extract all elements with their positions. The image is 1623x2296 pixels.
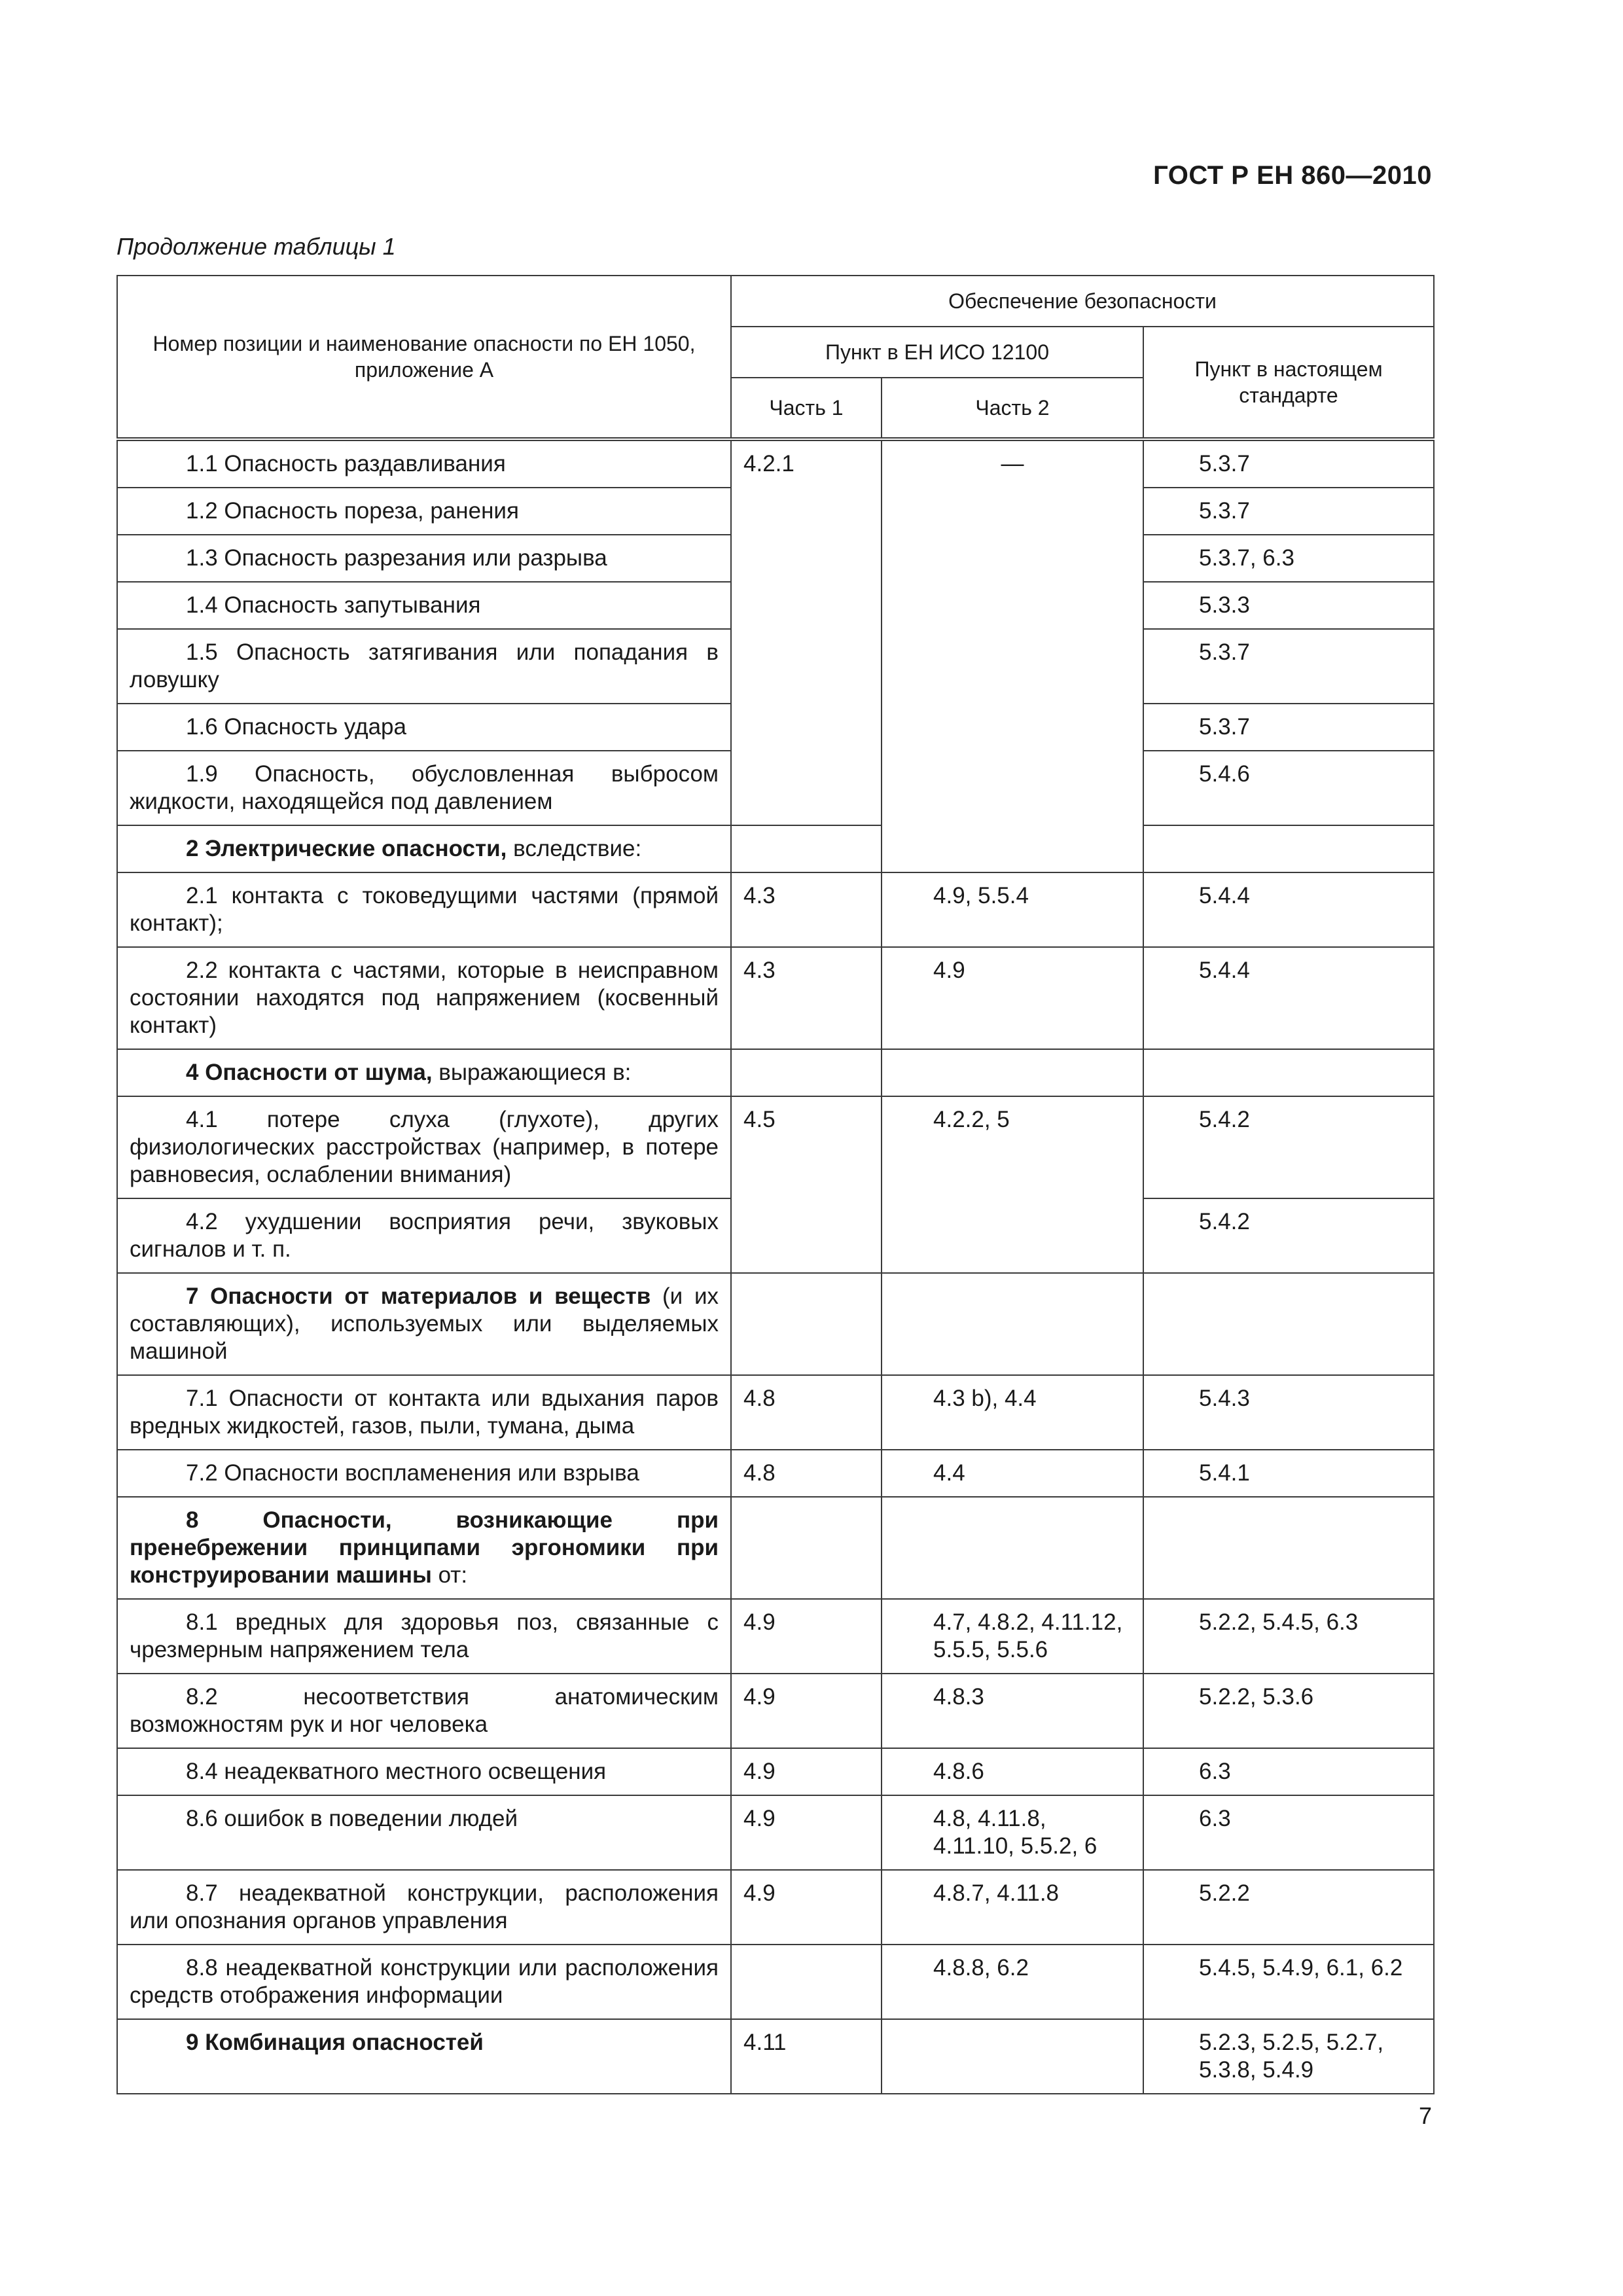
part2-cell: 4.3 b), 4.4 (882, 1375, 1143, 1450)
group-heading-cell: 2 Электрические опасности, вследствие: (117, 825, 731, 872)
part1-cell: 4.3 (731, 872, 882, 947)
standard-cell: 5.3.3 (1143, 582, 1434, 629)
part2-cell: 4.2.2, 5 (882, 1096, 1143, 1273)
standard-cell: 5.2.2, 5.3.6 (1143, 1674, 1434, 1748)
table-row (117, 947, 1434, 1049)
standard-cell: 5.4.2 (1143, 1096, 1434, 1198)
table-row (117, 1674, 1434, 1748)
document-number: ГОСТ Р ЕН 860—2010 (1153, 161, 1432, 190)
part2-cell: 4.9 (882, 947, 1143, 1049)
standard-cell: 5.3.7, 6.3 (1143, 535, 1434, 582)
standard-cell (1143, 1049, 1434, 1096)
group-row (117, 1049, 1434, 1096)
standard-cell: 5.4.4 (1143, 947, 1434, 1049)
table-continuation-caption: Продолжение таблицы 1 (116, 233, 396, 260)
hazard-cell: 1.1 Опасность раздавливания (117, 439, 731, 488)
part1-cell: 4.5 (731, 1096, 882, 1273)
table-header (117, 276, 1434, 439)
hazard-cell: 1.3 Опасность разрезания или разрыва (117, 535, 731, 582)
group-row (117, 825, 1434, 872)
part1-cell: 4.9 (731, 1674, 882, 1748)
hazard-cell: 7.2 Опасности воспламенения или взрыва (117, 1450, 731, 1497)
hazard-cell: 7.1 Опасности от контакта или вдыхания паров вредных жидкостей, газов, пыли, тумана, дыма (117, 1375, 731, 1450)
standard-cell (1143, 1273, 1434, 1375)
hazard-cell: 1.2 Опасность пореза, ранения (117, 488, 731, 535)
part2-cell: 4.8.8, 6.2 (882, 1945, 1143, 2019)
part2-cell: 4.8.7, 4.11.8 (882, 1870, 1143, 1945)
standard-cell: 5.3.7 (1143, 704, 1434, 751)
part1-cell: 4.11 (731, 2019, 882, 2094)
header-iso-clause: Пункт в ЕН ИСО 12100 (731, 327, 1143, 378)
part1-cell: 4.8 (731, 1375, 882, 1450)
part1-cell: 4.9 (731, 1795, 882, 1870)
table-row (117, 872, 1434, 947)
hazard-cell: 8.7 неадекватной конструкции, расположения или опознания органов управления (117, 1870, 731, 1945)
group-heading-cell: 4 Опасности от шума, выражающиеся в: (117, 1049, 731, 1096)
hazard-cell: 2.1 контакта с токоведущими частями (прямой контакт); (117, 872, 731, 947)
hazard-cell: 8.2 несоответствия анатомическим возможностям рук и ног человека (117, 1674, 731, 1748)
standard-cell: 5.2.2 (1143, 1870, 1434, 1945)
part2-cell (882, 2019, 1143, 2094)
header-this-standard: Пункт в настоящем стандарте (1143, 327, 1434, 439)
part2-cell: — (882, 439, 1143, 872)
standard-cell: 6.3 (1143, 1748, 1434, 1795)
part1-cell: 4.9 (731, 1599, 882, 1674)
hazard-cell: 1.5 Опасность затягивания или попадания в ловушку (117, 629, 731, 704)
standard-cell: 5.2.2, 5.4.5, 6.3 (1143, 1599, 1434, 1674)
hazard-cell: 8.8 неадекватной конструкции или расположения средств отображения информации (117, 1945, 731, 2019)
part1-cell: 4.2.1 (731, 439, 882, 825)
part1-cell (731, 825, 882, 872)
standard-cell: 5.3.7 (1143, 629, 1434, 704)
part2-cell: 4.4 (882, 1450, 1143, 1497)
table-row (117, 1096, 1434, 1198)
part2-cell: 4.7, 4.8.2, 4.11.12, 5.5.5, 5.5.6 (882, 1599, 1143, 1674)
standard-cell (1143, 825, 1434, 872)
hazards-table (116, 275, 1435, 2094)
part2-cell: 4.8.3 (882, 1674, 1143, 1748)
standard-cell: 5.4.3 (1143, 1375, 1434, 1450)
group-row (117, 1497, 1434, 1599)
table-row (117, 1599, 1434, 1674)
standard-cell: 5.4.6 (1143, 751, 1434, 825)
table-row (117, 1870, 1434, 1945)
part2-cell (882, 1497, 1143, 1599)
hazard-cell: 8.4 неадекватного местного освещения (117, 1748, 731, 1795)
header-part1: Часть 1 (731, 378, 882, 439)
hazard-cell: 1.4 Опасность запутывания (117, 582, 731, 629)
part1-cell: 4.3 (731, 947, 882, 1049)
table-row (117, 1375, 1434, 1450)
part1-cell (731, 1497, 882, 1599)
table-row (117, 1795, 1434, 1870)
part1-cell: 4.9 (731, 1748, 882, 1795)
hazard-cell: 1.6 Опасность удара (117, 704, 731, 751)
group-row (117, 2019, 1434, 2094)
hazard-cell: 8.6 ошибок в поведении людей (117, 1795, 731, 1870)
hazard-cell: 8.1 вредных для здоровья поз, связанные с чрезмерным напряжением тела (117, 1599, 731, 1674)
group-heading-cell: 8 Опасности, возникающие при пренебрежении принципами эргономики при конструировании машины от: (117, 1497, 731, 1599)
part2-cell (882, 1273, 1143, 1375)
hazard-cell: 4.2 ухудшении восприятия речи, звуковых сигналов и т. п. (117, 1198, 731, 1273)
page-number: 7 (1418, 2102, 1432, 2129)
part2-cell: 4.8.6 (882, 1748, 1143, 1795)
header-part2: Часть 2 (882, 378, 1143, 439)
standard-cell: 5.2.3, 5.2.5, 5.2.7, 5.3.8, 5.4.9 (1143, 2019, 1434, 2094)
hazard-cell: 2.2 контакта с частями, которые в неисправном состоянии находятся под напряжением (косвенный контакт) (117, 947, 731, 1049)
standard-cell: 5.4.1 (1143, 1450, 1434, 1497)
part1-cell (731, 1273, 882, 1375)
table-row (117, 1450, 1434, 1497)
table-row (117, 439, 1434, 488)
part1-cell (731, 1049, 882, 1096)
part1-cell: 4.9 (731, 1870, 882, 1945)
table-row (117, 1945, 1434, 2019)
group-heading-cell: 7 Опасности от материалов и веществ (и их составляющих), используемых или выделяемых машиной (117, 1273, 731, 1375)
part1-cell: 4.8 (731, 1450, 882, 1497)
standard-cell: 6.3 (1143, 1795, 1434, 1870)
group-row (117, 1273, 1434, 1375)
hazard-cell: 1.9 Опасность, обусловленная выбросом жидкости, находящейся под давлением (117, 751, 731, 825)
standard-cell: 5.4.5, 5.4.9, 6.1, 6.2 (1143, 1945, 1434, 2019)
hazard-cell: 4.1 потере слуха (глухоте), других физиологических расстройствах (например, в потере равновесия, ослаблении внимания) (117, 1096, 731, 1198)
part2-cell: 4.8, 4.11.8, 4.11.10, 5.5.2, 6 (882, 1795, 1143, 1870)
part2-cell: 4.9, 5.5.4 (882, 872, 1143, 947)
header-hazard: Номер позиции и наименование опасности по ЕН 1050, приложение А (117, 276, 731, 439)
standard-cell: 5.4.4 (1143, 872, 1434, 947)
standard-cell: 5.3.7 (1143, 488, 1434, 535)
header-safety: Обеспечение безопасности (731, 276, 1434, 327)
standard-cell: 5.4.2 (1143, 1198, 1434, 1273)
part2-cell (882, 1049, 1143, 1096)
table-row (117, 1748, 1434, 1795)
standard-cell (1143, 1497, 1434, 1599)
standard-cell: 5.3.7 (1143, 439, 1434, 488)
part1-cell (731, 1945, 882, 2019)
group-heading-cell: 9 Комбинация опасностей (117, 2019, 731, 2094)
